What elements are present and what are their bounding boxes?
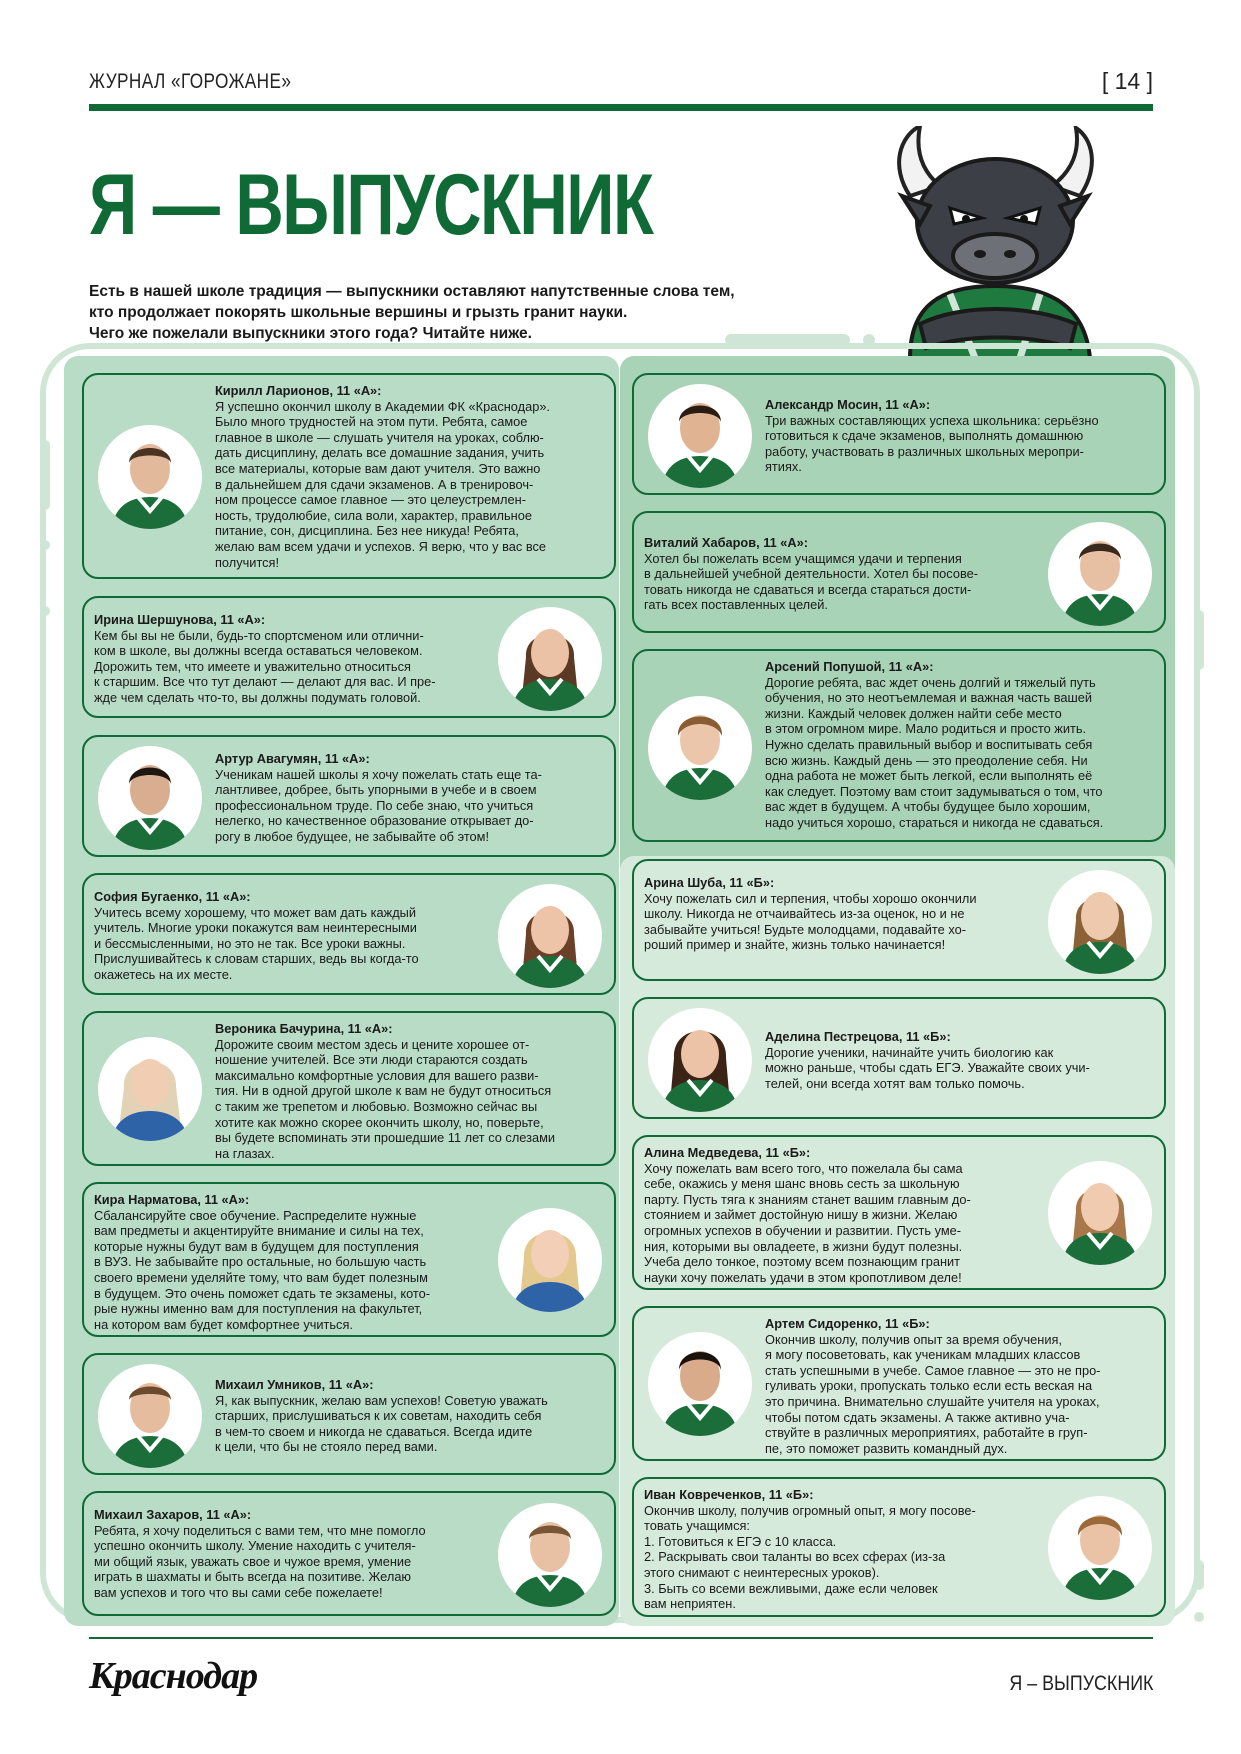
quote-line: успешно окончить школу. Умение находить с учителя-: [94, 1538, 416, 1554]
quote-line: Дорожить тем, что имеете и уважительно относиться: [94, 658, 411, 674]
quote-line: стоянием и займет достойную нишу в жизни. Желаю: [644, 1207, 958, 1223]
quote-line: можно раньше, чтобы сдать ЕГЭ. Уважайте своих учи-: [765, 1060, 1090, 1076]
quote-line: себе, окажись у меня шанс вновь сесть за школьную: [644, 1176, 960, 1192]
quote-line: к цели, что бы не стояло перед вами.: [215, 1439, 438, 1455]
graduate-photo: [498, 1208, 602, 1312]
quote-line: Я успешно окончил школу в Академии ФК «Краснодар».: [215, 398, 550, 414]
graduate-name: Ирина Шершунова, 11 «А»:: [94, 612, 266, 627]
journal-name: ЖУРНАЛ «ГОРОЖАНЕ»: [89, 70, 292, 93]
quote-line: роший пример и знайте, жизнь только начинается!: [644, 937, 946, 953]
graduate-name: Арина Шуба, 11 «Б»:: [644, 875, 775, 890]
quote-line: Хочу пожелать вам всего того, что пожелала бы сама: [644, 1160, 963, 1176]
quote-line: Дорогие ребята, вас ждет очень долгий и тяжелый путь: [765, 674, 1096, 690]
quote-line: Ученикам нашей школы я хочу пожелать стать еще та-: [215, 766, 542, 782]
graduate-card: [82, 735, 616, 857]
quote-line: старших, прислушиваться к их советам, находить себя: [215, 1408, 542, 1424]
decor-pipe: [40, 440, 50, 510]
graduate-card: [82, 1353, 616, 1475]
quote-line: питание, сон, дисциплина. Без нее никуда! Ребята,: [215, 523, 519, 539]
quote-line: в чем-то своем и никогда не сдаваться. Всегда идите: [215, 1423, 533, 1439]
graduate-name: Вероника Бачурина, 11 «А»:: [215, 1021, 393, 1036]
quote-line: ком в школе, вы должны всегда оставаться человеком.: [94, 643, 423, 659]
quote-line: ствуйте в различных мероприятиях, работайте в груп-: [765, 1425, 1088, 1441]
quote-line: играть в шахматы и быть всегда на позитиве. Желаю: [94, 1569, 412, 1585]
quote-line: надо учиться хорошо, стараться и никогда не сдаваться.: [765, 814, 1104, 830]
quote-line: гуливать уроки, пропускать только если есть веская на: [765, 1378, 1093, 1394]
graduate-name: Кирилл Ларионов, 11 «А»:: [215, 383, 382, 398]
quote-line: главное в школе — слушать учителя на уроках, соблю-: [215, 429, 544, 445]
decor-dot: [40, 540, 50, 550]
quote-line: товать учащимся:: [644, 1518, 750, 1534]
graduate-name: Иван Ковреченков, 11 «Б»:: [644, 1487, 814, 1502]
quote-line: обучения, но это неотъемлемая и важная часть вашей: [765, 690, 1093, 706]
quote-line: ном процессе самое главное — это целеустремлен-: [215, 492, 526, 508]
graduate-name: Артур Авагумян, 11 «А»:: [215, 751, 370, 766]
quote-line: телей, они всегда хотят вам только помочь.: [765, 1075, 1025, 1091]
quote-line: Было много трудностей на этом пути. Ребята, самое: [215, 414, 528, 430]
quote-line: Кем бы вы не были, будь-то спортсменом или отлични-: [94, 627, 424, 643]
graduate-name: София Бугаенко, 11 «А»:: [94, 889, 251, 904]
graduate-photo: [98, 425, 202, 529]
graduate-name: Алина Медведева, 11 «Б»:: [644, 1145, 811, 1160]
quote-line: рые нужны именно вам для поступления на факультет,: [94, 1301, 423, 1317]
quote-line: 2. Раскрывать свои таланты во всех сферах (из-за: [644, 1549, 946, 1565]
graduate-photo: [1048, 1161, 1152, 1265]
intro-line: кто продолжает покорять школьные вершины и грызть гранит науки.: [89, 304, 628, 321]
quote-line: Учеба дело тонкое, поэтому всем познающим гранит: [644, 1254, 961, 1270]
quote-line: науки хочу пожелать удачи в этом кропотливом деле!: [644, 1269, 962, 1285]
intro-line: Есть в нашей школе традиция — выпускники оставляют напутственные слова тем,: [89, 283, 735, 300]
quote-line: Хотел бы пожелать всем учащимся удачи и терпения: [644, 550, 962, 566]
decor-dot: [863, 334, 875, 346]
page-header: [89, 66, 1153, 106]
quote-line: школу. Никогда не отчаивайтесь из-за оценок, но и не: [644, 906, 965, 922]
graduate-photo: [648, 384, 752, 488]
quote-line: тия. Ни в одной другой школе к вам не будут относиться: [215, 1083, 552, 1099]
quote-line: максимально комфортные условия для вашего разви-: [215, 1067, 539, 1083]
quote-line: в этом огромном мире. Мало родиться и просто жить.: [765, 721, 1087, 737]
graduate-card: [632, 373, 1166, 495]
decor-dot: [1194, 1612, 1204, 1622]
quote-line: Я, как выпускник, желаю вам успехов! Советую уважать: [215, 1392, 548, 1408]
quote-line: жизни. Каждый человек должен найти себе место: [765, 705, 1062, 721]
intro-text: [89, 281, 789, 344]
graduate-card: [82, 1182, 616, 1337]
graduate-card: [632, 997, 1166, 1119]
graduate-photo: [1048, 522, 1152, 626]
quote-line: пе, это поможет развить командный дух.: [765, 1440, 1008, 1456]
quote-line: все материалы, которые вам дают учителя. Это важно: [215, 460, 541, 476]
graduate-name: Александр Мосин, 11 «А»:: [765, 397, 931, 412]
graduate-card: [82, 1491, 616, 1616]
quote-line: рогу в любое будущее, не забывайте об этом!: [215, 828, 490, 844]
quote-line: на котором вам будет комфортнее учиться.: [94, 1316, 353, 1332]
krasnodar-logo: Краснодар: [89, 1655, 258, 1697]
quote-line: вам успехов и того что вы сами себе пожелаете!: [94, 1584, 383, 1600]
quote-line: нелегко, но качественное образование открывает до-: [215, 813, 534, 829]
quote-line: в ВУЗ. Не забывайте про остальные, но большую часть: [94, 1254, 427, 1270]
graduate-card: [82, 1011, 616, 1166]
quote-line: чтобы потом сдать экзамены. А также активно уча-: [765, 1409, 1070, 1425]
quote-line: жде чем сделать что-то, вы должны подумать головой.: [94, 689, 421, 705]
quote-line: хотите как можно скорее окончить школу, но, поверьте,: [215, 1114, 544, 1130]
graduate-card: [632, 1477, 1166, 1617]
graduate-name: Михаил Умников, 11 «А»:: [215, 1377, 374, 1392]
graduate-card: [632, 1306, 1166, 1461]
quote-line: вы будете вспоминать эти прошедшие 11 лет со слезами: [215, 1130, 556, 1146]
graduate-photo: [648, 696, 752, 800]
bull-mascot-illustration: [880, 126, 1110, 358]
graduate-photo: [498, 607, 602, 711]
graduate-name: Кира Нарматова, 11 «А»:: [94, 1192, 250, 1207]
decor-pipe: [1194, 610, 1204, 670]
quote-line: этого снимают с неинтересных уроков).: [644, 1564, 880, 1580]
graduate-card: [632, 649, 1166, 842]
quote-line: дать дисциплину, делать все домашние задания, учить: [215, 445, 545, 461]
quote-line: вас ждет в будущем. А чтобы будущее было хорошим,: [765, 799, 1091, 815]
quote-line: огромных успехов в обучении и развитии. Пусть уме-: [644, 1222, 962, 1238]
intro-line: Чего же пожелали выпускники этого года? Читайте ниже.: [89, 325, 532, 342]
quote-line: стать успешными в учебе. Самое главное — это не про-: [765, 1362, 1101, 1378]
graduate-name: Артем Сидоренко, 11 «Б»:: [765, 1316, 930, 1331]
quote-line: Нужно сделать правильный выбор и воспитывать себя: [765, 736, 1093, 752]
graduate-photo: [98, 1364, 202, 1468]
graduate-name: Виталий Хабаров, 11 «А»:: [644, 535, 809, 550]
quote-line: на глазах.: [215, 1145, 275, 1161]
page-title: Я — ВЫПУСКНИК: [89, 157, 653, 253]
quote-line: Сбалансируйте свое обучение. Распределите нужные: [94, 1207, 417, 1223]
quote-line: всю жизнь. Каждый день — это преодоление себя. Ни: [765, 752, 1088, 768]
graduate-card: [632, 1135, 1166, 1290]
graduate-photo: [648, 1008, 752, 1112]
graduate-card: [82, 873, 616, 995]
quote-line: Окончив школу, получив опыт за время обучения,: [765, 1331, 1062, 1347]
quote-line: Хочу пожелать сил и терпения, чтобы хорошо окончили: [644, 890, 977, 906]
graduate-card: [632, 859, 1166, 981]
quote-line: 1. Готовиться к ЕГЭ с 10 класса.: [644, 1533, 837, 1549]
page-number: [ 14 ]: [1101, 68, 1153, 94]
quote-line: вам неприятен.: [644, 1596, 736, 1612]
graduate-card: [82, 596, 616, 718]
quote-line: своего времени уделяйте тому, что вам будет полезным: [94, 1269, 428, 1285]
quote-line: готовиться к сдаче экзаменов, выполнять домашнюю: [765, 428, 1084, 444]
quote-line: вам предметы и акцентируйте внимание и силы на тех,: [94, 1223, 424, 1239]
quote-line: и бессмысленными, но это не так. Все уроки важны.: [94, 935, 406, 951]
quote-line: ми общий язык, уважать свое и чужое время, умение: [94, 1553, 412, 1569]
quote-line: Дорогие ученики, начинайте учить биологию как: [765, 1044, 1054, 1060]
header-rule: [89, 104, 1153, 111]
quote-line: профессиональном труде. По себе знаю, что учиться: [215, 797, 534, 813]
quote-line: Ребята, я хочу поделиться с вами тем, что мне помогло: [94, 1522, 426, 1538]
quote-line: гать всех поставленных целей.: [644, 597, 828, 613]
quote-line: как следует. Поэтому вам стоит задумываться о том, что: [765, 783, 1103, 799]
quote-line: Прислушивайтесь к словам старших, ведь вы когда-то: [94, 951, 419, 967]
quote-line: я могу посоветовать, как ученикам младших классов: [765, 1347, 1081, 1363]
decor-pipe: [1194, 1560, 1204, 1590]
quote-line: 3. Быть со всеми вежливыми, даже если человек: [644, 1580, 938, 1596]
footer-section-title: Я – ВЫПУСКНИК: [1008, 1672, 1153, 1695]
quote-line: ятиях.: [765, 459, 802, 475]
graduate-photo: [498, 1503, 602, 1607]
quote-line: в будущем. Это очень поможет сдать те экзамены, кото-: [94, 1285, 431, 1301]
graduate-photo: [648, 1332, 752, 1436]
footer-rule: [89, 1637, 1153, 1639]
quote-line: с таким же трепетом и любовью. Возможно сейчас вы: [215, 1098, 538, 1114]
quote-line: желаю вам всем удачи и успехов. Я верю, что у вас все: [215, 538, 546, 554]
quote-line: парту. Пусть тяга к знаниям станет вашим главным до-: [644, 1191, 971, 1207]
quote-line: получится!: [215, 554, 280, 570]
quote-line: ность, трудолюбие, сила воли, характер, правильное: [215, 507, 532, 523]
quote-line: окажетесь на их месте.: [94, 966, 233, 982]
decor-dot: [40, 606, 50, 616]
quote-line: одна работа не может быть легкой, если выполнять её: [765, 768, 1093, 784]
quote-line: Дорожите своим местом здесь и цените хорошее от-: [215, 1036, 530, 1052]
quote-line: Окончив школу, получив огромный опыт, я могу посове-: [644, 1502, 976, 1518]
graduate-name: Аделина Пестрецова, 11 «Б»:: [765, 1029, 951, 1044]
graduate-card: [82, 373, 616, 579]
quote-line: работу, участвовать в различных школьных меропри-: [765, 443, 1084, 459]
quote-line: учитель. Многие уроки покажутся вам неинтересными: [94, 920, 417, 936]
decor-dash: [725, 334, 850, 346]
quote-line: к старшим. Все что тут делают — делают для вас. И пре-: [94, 674, 436, 690]
graduate-photo: [98, 746, 202, 850]
quote-line: которые нужны будут вам в будущем для поступления: [94, 1238, 419, 1254]
quote-line: забывайте учиться! Будьте молодцами, подавайте хо-: [644, 921, 966, 937]
graduate-name: Михаил Захаров, 11 «А»:: [94, 1507, 252, 1522]
quote-line: товать никогда не сдаваться и всегда стараться дости-: [644, 581, 972, 597]
quote-line: в дальнейшем для сдачи экзаменов. А в тренировоч-: [215, 476, 534, 492]
graduate-photo: [98, 1037, 202, 1141]
graduate-photo: [498, 884, 602, 988]
quote-line: в дальнейшей учебной деятельности. Хотел бы посове-: [644, 566, 978, 582]
graduate-photo: [1048, 870, 1152, 974]
quote-line: ния, которыми вы овладеете, в жизни будут полезны.: [644, 1238, 963, 1254]
quote-line: Три важных составляющих успеха школьника: серьёзно: [765, 412, 1099, 428]
graduate-photo: [1048, 1496, 1152, 1600]
graduate-name: Арсений Попушой, 11 «А»:: [765, 659, 934, 674]
graduate-card: [632, 511, 1166, 633]
quote-line: лантливее, добрее, быть упорными в учебе и в своем: [215, 782, 537, 798]
quote-line: это причина. Внимательно слушайте учителя на уроках,: [765, 1393, 1100, 1409]
quote-line: Учитесь всему хорошему, что может вам дать каждый: [94, 904, 417, 920]
quote-line: ношение учителей. Все эти люди стараются создать: [215, 1052, 528, 1068]
